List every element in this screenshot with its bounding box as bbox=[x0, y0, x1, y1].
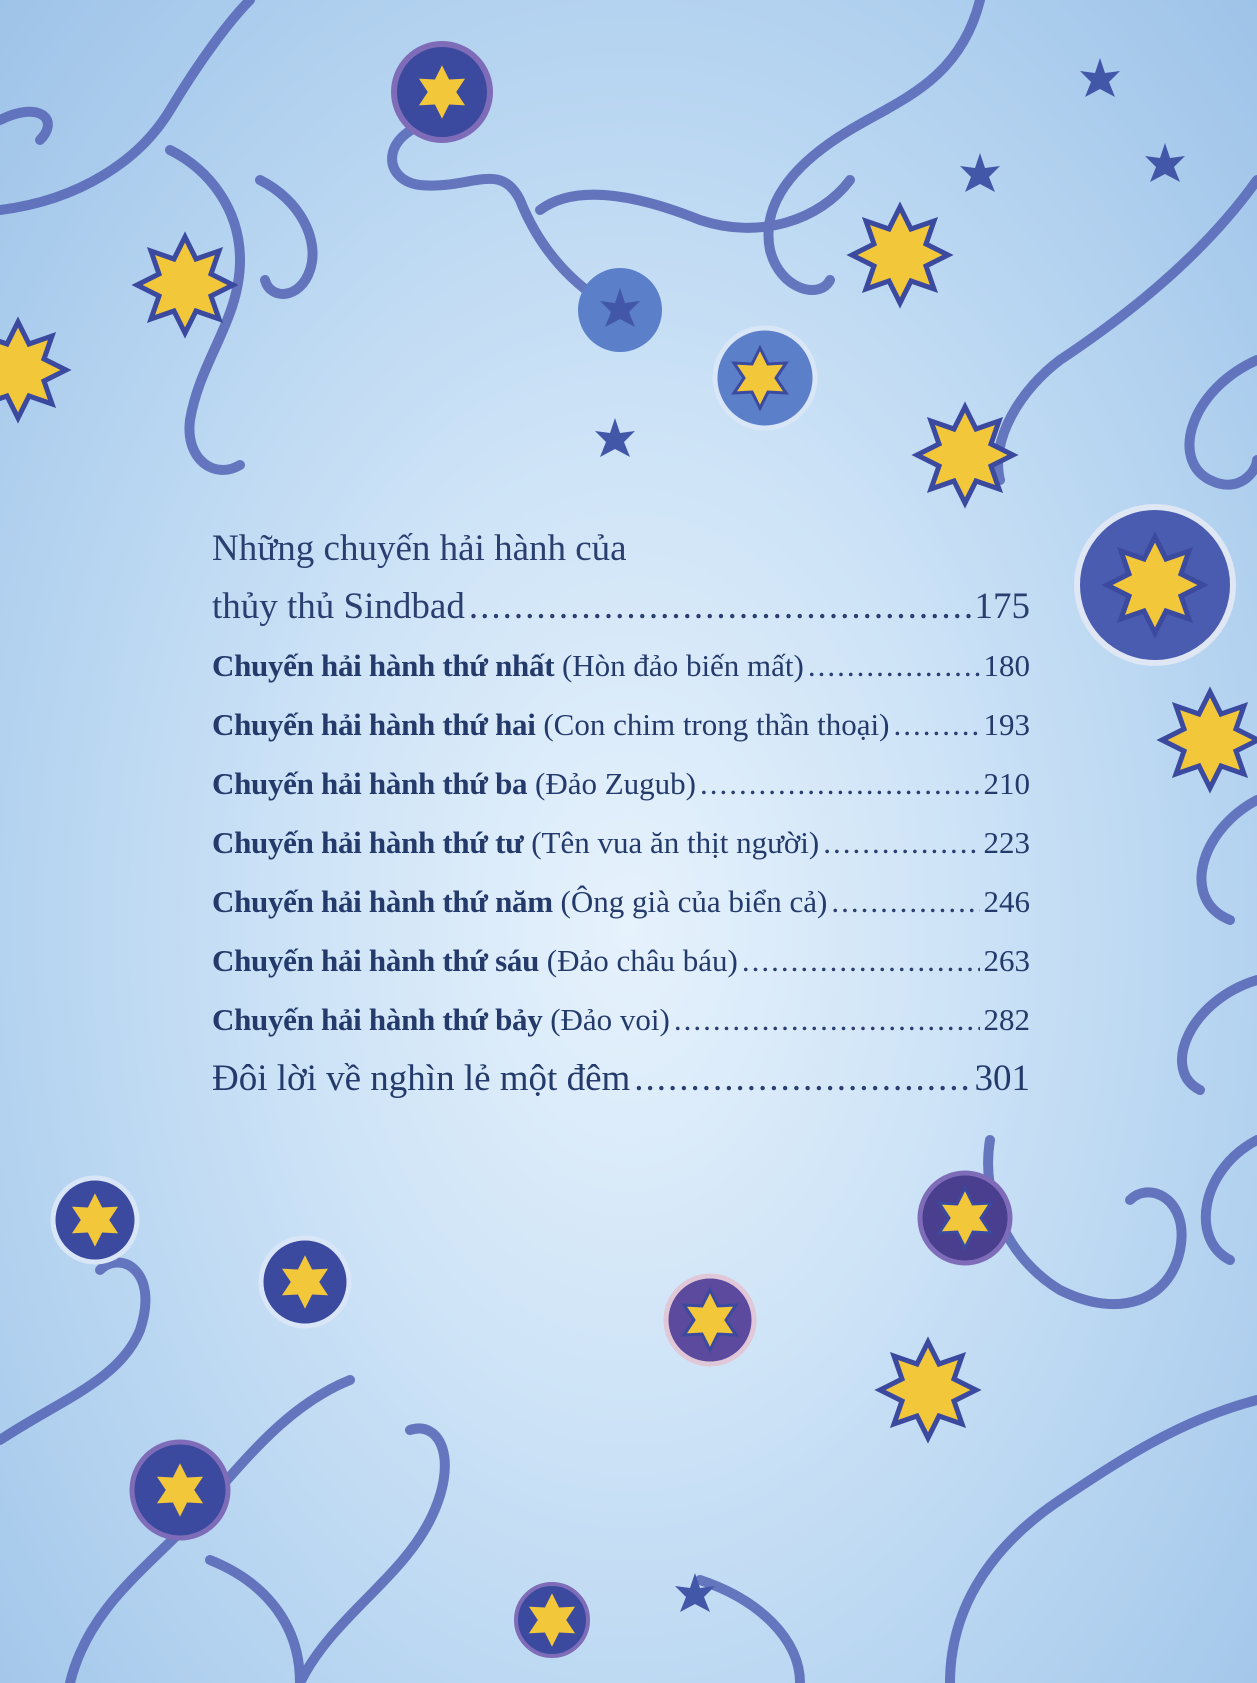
chapter-subtitle: (Tên vua ăn thịt người) bbox=[531, 825, 820, 860]
toc-entry-intro[interactable] bbox=[212, 578, 1030, 636]
toc-entry-afterword[interactable] bbox=[212, 1049, 1030, 1109]
page-number: 193 bbox=[983, 707, 1030, 742]
toc-entry-chapter-5[interactable] bbox=[212, 872, 1030, 931]
toc-entry-chapter-2[interactable] bbox=[212, 695, 1030, 754]
page-number: 301 bbox=[974, 1058, 1030, 1099]
toc-entry-chapter-4[interactable] bbox=[212, 813, 1030, 872]
afterword-title: Đôi lời về nghìn lẻ một đêm bbox=[212, 1058, 631, 1099]
page-number: 180 bbox=[983, 648, 1030, 683]
toc-entry-chapter-6[interactable] bbox=[212, 931, 1030, 990]
page-number: 175 bbox=[974, 586, 1030, 627]
leader-dots bbox=[634, 1049, 970, 1109]
page-number: 282 bbox=[983, 1002, 1030, 1037]
page-number: 223 bbox=[983, 825, 1030, 860]
chapter-subtitle: (Đảo voi) bbox=[550, 1002, 670, 1037]
chapter-subtitle: (Hòn đảo biến mất) bbox=[561, 648, 804, 683]
chapter-title: Chuyến hải hành thứ nhất bbox=[212, 648, 555, 683]
table-of-contents bbox=[212, 520, 1030, 1109]
leader-dots bbox=[742, 931, 980, 990]
chapter-title: Chuyến hải hành thứ sáu bbox=[212, 943, 540, 978]
page-number: 263 bbox=[983, 943, 1030, 978]
leader-dots bbox=[831, 872, 979, 931]
chapter-title: Chuyến hải hành thứ năm bbox=[212, 884, 553, 919]
leader-dots bbox=[674, 990, 980, 1049]
toc-intro-title-line2: thủy thủ Sindbad bbox=[212, 586, 465, 627]
chapter-subtitle: (Đảo Zugub) bbox=[535, 766, 696, 801]
chapter-subtitle: (Đảo châu báu) bbox=[546, 943, 738, 978]
leader-dots bbox=[808, 636, 980, 695]
page-number: 246 bbox=[983, 884, 1030, 919]
leader-dots bbox=[893, 695, 979, 754]
toc-entry-chapter-1[interactable] bbox=[212, 636, 1030, 695]
chapter-subtitle: (Con chim trong thần thoại) bbox=[543, 707, 890, 742]
toc-intro-title-line1: Những chuyến hải hành của bbox=[212, 528, 627, 569]
leader-dots bbox=[823, 813, 979, 872]
leader-dots bbox=[469, 578, 971, 636]
chapter-title: Chuyến hải hành thứ ba bbox=[212, 766, 528, 801]
chapter-title: Chuyến hải hành thứ hai bbox=[212, 707, 536, 742]
chapter-subtitle: (Ông già của biển cả) bbox=[560, 884, 828, 919]
leader-dots bbox=[700, 754, 980, 813]
toc-entry-chapter-7[interactable] bbox=[212, 990, 1030, 1049]
chapter-title: Chuyến hải hành thứ bảy bbox=[212, 1002, 543, 1037]
toc-entry-chapter-3[interactable] bbox=[212, 754, 1030, 813]
chapter-title: Chuyến hải hành thứ tư bbox=[212, 825, 524, 860]
page-number: 210 bbox=[983, 766, 1030, 801]
